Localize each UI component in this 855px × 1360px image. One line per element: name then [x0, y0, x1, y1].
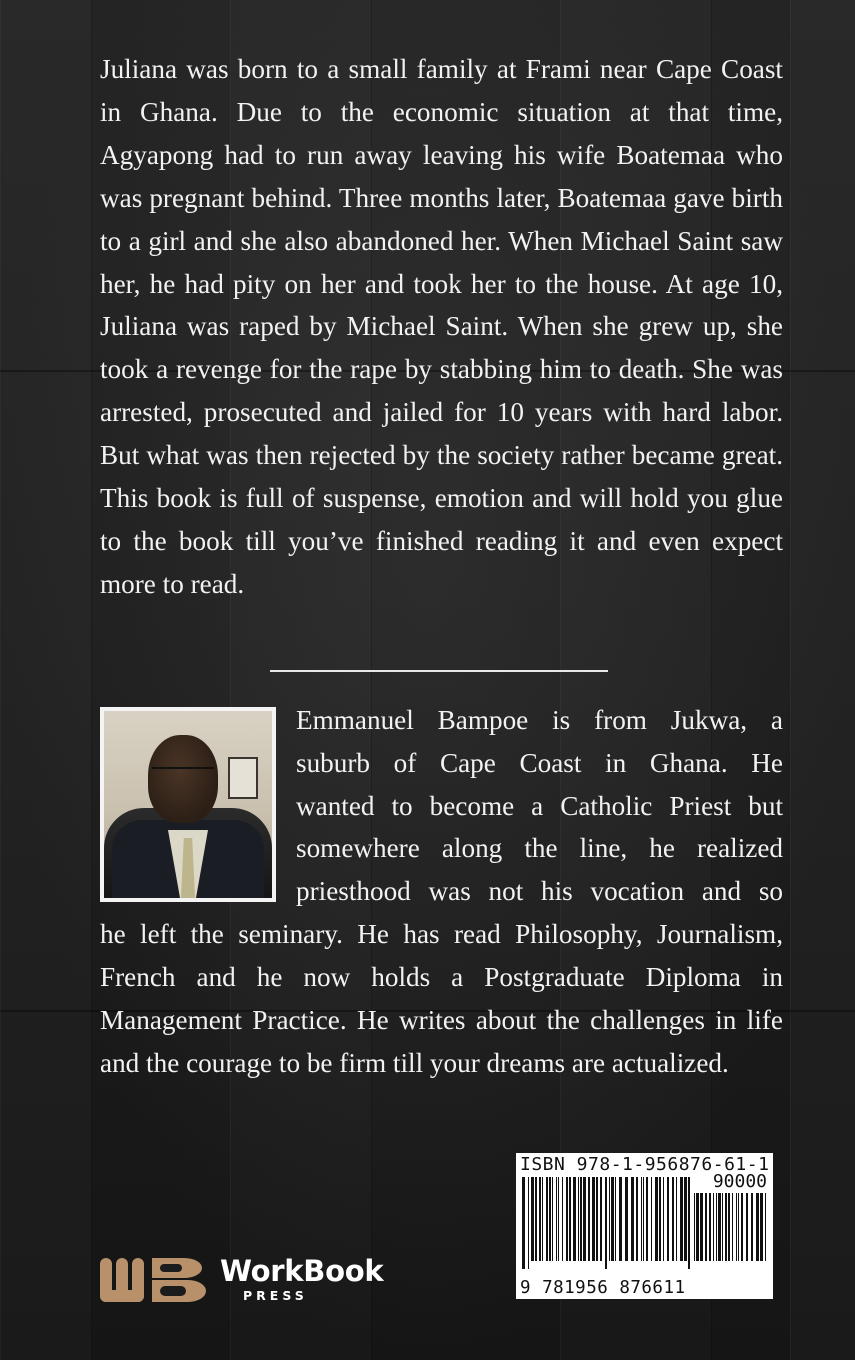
barcode-bar: [736, 1193, 737, 1261]
author-bio-line: Emmanuel Bampoe is from Jukwa, a: [296, 705, 783, 735]
barcode-bar: [578, 1177, 579, 1261]
logo-shape: [100, 1290, 144, 1302]
author-bio-line: priesthood was not his vocation and so: [296, 876, 783, 907]
barcode-bar: [725, 1193, 727, 1261]
barcode-bar: [643, 1177, 644, 1261]
barcode-bar: [718, 1193, 721, 1261]
author-portrait-image: [104, 711, 272, 898]
barcode-bar: [573, 1177, 576, 1261]
barcode-bar: [705, 1193, 707, 1261]
barcode-bar: [619, 1177, 622, 1261]
barcode-bar: [546, 1177, 548, 1261]
barcode-bar: [672, 1177, 674, 1261]
barcode-bar: [684, 1177, 687, 1261]
author-photo: [100, 707, 276, 902]
barcode-bar: [631, 1177, 634, 1261]
barcode-bar: [756, 1193, 759, 1261]
barcode-bar: [588, 1177, 590, 1261]
barcode-bar: [605, 1177, 607, 1269]
author-bio-line: somewhere along the line, he realized: [296, 833, 783, 864]
barcode-bar: [641, 1177, 642, 1261]
barcode-bar: [625, 1177, 628, 1261]
publisher-logo: [100, 1252, 420, 1308]
barcode-bar: [722, 1193, 723, 1261]
barcode-bar: [688, 1177, 690, 1269]
barcode-bar: [558, 1177, 559, 1261]
barcode-bar: [542, 1177, 543, 1261]
barcode-bar: [566, 1177, 568, 1261]
barcode-bar: [528, 1177, 529, 1269]
barcode-bar: [592, 1177, 595, 1261]
author-bio-beside-photo: [296, 699, 783, 913]
barcode-bar: [636, 1177, 638, 1261]
barcode-bar: [655, 1177, 658, 1261]
barcode-bar: [580, 1177, 582, 1261]
author-bio-line: wanted to become a Catholic Priest but: [296, 790, 783, 821]
barcode-bar: [600, 1177, 602, 1261]
barcode-bar: [728, 1193, 730, 1261]
barcode-bar: [596, 1177, 598, 1261]
barcode-bar: [609, 1177, 610, 1261]
author-bio-line: suburb of Cape Coast in Ghana. He: [296, 747, 783, 778]
barcode-bar: [746, 1193, 748, 1261]
barcode-bar: [549, 1177, 551, 1261]
barcode-bar: [680, 1177, 683, 1261]
barcode-bar: [738, 1193, 739, 1261]
barcode-bar: [646, 1177, 648, 1261]
barcode-bar: [651, 1177, 652, 1261]
isbn-label: ISBN 978-1-956876-61-1: [520, 1154, 770, 1175]
barcode-bar: [659, 1177, 661, 1261]
barcode-bar: [615, 1177, 616, 1261]
background-panel: [0, 0, 92, 1360]
barcode-bars-icon: [522, 1177, 690, 1269]
section-divider: [270, 670, 608, 672]
barcode-bar: [535, 1177, 537, 1261]
barcode-bar: [663, 1177, 664, 1261]
barcode-bar: [694, 1193, 695, 1261]
barcode-bar: [611, 1177, 614, 1261]
glasses-shape: [152, 767, 214, 783]
synopsis-text: Juliana was born to a small family at Frami near Cape Coast in Ghana. Due to the economic situation at that time, Agyapong had to run away leaving his wife Boatemaa who was pregnant behind. Three months later, Boatemaa gave birth to a girl and she also abandoned her. When Michael Saint saw her, he had pity on her and took her to the house. At age 10, Juliana was raped by Michael Saint. When she grew up, she took a revenge for the rape by stabbing him to death. She was arrested, prosecuted and jailed for 10 years with hard labor. But what was then rejected by the society rather became great. This book is full of suspense, emotion and will hold you glue to the book till you’ve finished reading it and even expect more to read.: [100, 54, 783, 599]
barcode-bar: [751, 1193, 753, 1261]
barcode-bar: [531, 1177, 534, 1261]
barcode-addon-bars-icon: [694, 1193, 766, 1269]
background-panel: [790, 0, 855, 1360]
barcode-bar: [741, 1193, 743, 1261]
barcode-bar: [713, 1193, 714, 1261]
isbn-barcode: [516, 1153, 773, 1299]
barcode-bar: [667, 1177, 669, 1261]
barcode-bar: [765, 1193, 766, 1261]
barcode-bar: [539, 1177, 541, 1261]
barcode-bar: [556, 1177, 557, 1261]
barcode-bar: [562, 1177, 563, 1261]
barcode-bar: [583, 1177, 586, 1261]
price-code: 90000: [712, 1171, 767, 1192]
logo-cutout: [160, 1286, 186, 1296]
wall-frame-decoration: [228, 757, 258, 799]
author-bio-text: he left the seminary. He has read Philosophy, Journalism, French and he now holds a Postgraduate Diploma in Management Practice. He writes about the challenges in life and the courage to be firm till your dreams are actualized.: [100, 919, 783, 1078]
barcode-bar: [552, 1177, 553, 1261]
barcode-bar: [732, 1193, 733, 1261]
barcode-bar: [700, 1193, 703, 1261]
barcode-bar: [696, 1193, 699, 1261]
barcode-bar: [522, 1177, 525, 1269]
barcode-bar: [676, 1177, 677, 1261]
isbn-digits: 9 781956 876611: [520, 1278, 686, 1298]
workbook-press-logo-icon: [100, 1252, 208, 1308]
publisher-subtitle: PRESS: [243, 1288, 308, 1303]
barcode-bar: [569, 1177, 571, 1261]
barcode-bar: [716, 1193, 717, 1261]
logo-cutout: [160, 1264, 182, 1272]
barcode-bar: [709, 1193, 711, 1261]
publisher-name: WorkBook: [220, 1254, 384, 1288]
barcode-bar: [760, 1193, 763, 1261]
